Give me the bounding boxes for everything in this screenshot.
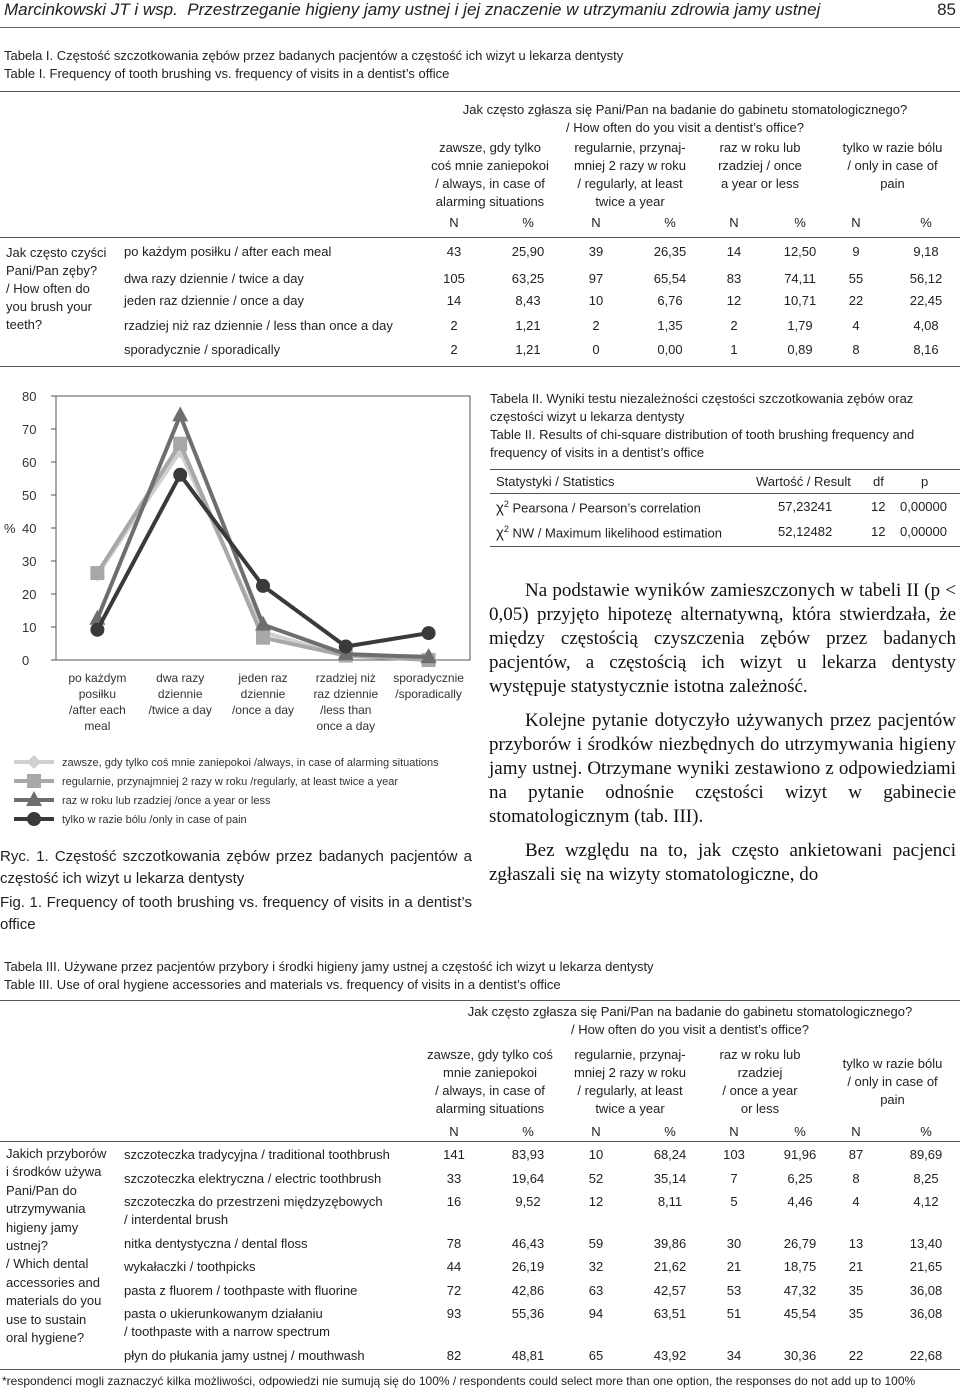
table3-cell: 35 (848, 1306, 864, 1321)
table3-cell: 22 (848, 1348, 864, 1363)
question-line: you brush your (6, 299, 92, 314)
table3-cell: 42,86 (511, 1283, 545, 1298)
x-category-label: raz dziennie (313, 687, 379, 701)
question-line: oral hygiene? (6, 1330, 85, 1346)
table3-cell: 51 (726, 1306, 742, 1321)
pct-header: % (920, 215, 932, 230)
y-tick-label: 20 (22, 587, 37, 602)
group-line: mniej 2 razy w roku (574, 1065, 686, 1080)
group-line: twice a year (595, 1101, 665, 1116)
x-category-label: dziennie (240, 687, 286, 701)
y-tick-label: 40 (22, 521, 37, 536)
table1-cell: 4,08 (913, 318, 939, 333)
group-line: / once a year (722, 1083, 798, 1098)
table3-cell: 21,65 (909, 1259, 943, 1274)
table1-caption-pl: Tabela I. Częstość szczotkowania zębów przez badanych pacjentów a częstość ich wizyt u lekarza dentysty (4, 48, 624, 63)
table3-cell: 21,62 (653, 1259, 687, 1274)
table1-group-1 (420, 139, 560, 211)
group-line: zawsze, gdy tylko coś (427, 1047, 553, 1062)
table3-cell: 8 (852, 1171, 860, 1186)
table1-cell: 12,50 (783, 244, 817, 259)
table2-caption-en: Table II. Results of chi-square distribution of tooth brushing frequency and frequency of visits in a dentist’s office (490, 427, 915, 460)
table1-cell: 9,18 (913, 244, 939, 259)
table1-cell: 105 (443, 271, 465, 286)
question-line: teeth? (6, 317, 43, 332)
data-point (172, 406, 188, 421)
x-category-label: once a day (316, 719, 376, 733)
table1-cell: 6,76 (657, 293, 683, 308)
question-line: materials do you (6, 1293, 102, 1309)
table1-group-4 (825, 139, 960, 193)
table3-cell: 35 (848, 1283, 864, 1298)
stat-name: Pearsona / Pearson’s correlation (508, 500, 701, 516)
y-tick-label: 10 (22, 620, 37, 635)
table3-cell: 22,68 (909, 1348, 943, 1363)
data-point (422, 626, 436, 640)
table3-cell: 46,43 (511, 1236, 545, 1251)
table3-cell: 45,54 (783, 1306, 817, 1321)
table2-caption (490, 390, 955, 462)
table3-top-rule (0, 1000, 960, 1001)
table3-cell: 5 (730, 1194, 738, 1209)
table3-cell: 4,12 (913, 1194, 939, 1209)
table3-cell: 141 (443, 1147, 465, 1162)
n-header: N (591, 215, 601, 230)
table1-cell: 22 (848, 293, 864, 308)
table2-value: 57,23241 (778, 499, 833, 514)
table1-row-label: sporadycznie / sporadically (124, 342, 281, 357)
x-category-label: /less than (320, 703, 372, 717)
y-tick-label: 0 (22, 653, 30, 668)
header-title: Przestrzeganie higieny jamy ustnej i jej znaczenie w utrzymaniu zdrowia jamy ustnej (187, 0, 821, 19)
data-point (90, 566, 104, 580)
table3-bottom-rule (0, 1369, 960, 1370)
question-line: Jakich przyborów (6, 1146, 107, 1161)
group-line: zawsze, gdy tylko (439, 140, 541, 155)
pct-header: % (664, 215, 676, 230)
table1-cell: 56,12 (909, 271, 943, 286)
table1-cell: 10,71 (783, 293, 817, 308)
table3-cell: 78 (446, 1236, 462, 1251)
table3-cell: 91,96 (783, 1147, 817, 1162)
table1-cell: 43 (446, 244, 462, 259)
table1-cell: 1,35 (657, 318, 683, 333)
y-tick-label: 70 (22, 422, 37, 437)
running-header (4, 0, 956, 26)
pct-header: % (522, 1124, 534, 1139)
table3-footnote: *respondenci mogli zaznaczyć kilka możliwości, odpowiedzi nie sumują się do 100% / respondents could select more than one option, the responses do not add up to 100% (2, 1374, 916, 1388)
table3-group-4 (825, 1055, 960, 1109)
table3-row-label: płyn do płukania jamy ustnej / mouthwash (124, 1348, 365, 1363)
table1-row-label: po każdym posiłku / after each meal (124, 244, 332, 259)
table3-cell: 30,36 (783, 1348, 817, 1363)
table3-question-pl: Jak często zgłasza się Pani/Pan na badanie do gabinetu stomatologicznego? (467, 1004, 913, 1019)
question-line: utrzymywania (6, 1201, 86, 1217)
n-header: N (449, 1124, 459, 1139)
table3-caption-en: Table III. Use of oral hygiene accessories and materials vs. frequency of visits in a dentist’s office (4, 977, 561, 992)
question-line: higieny jamy (6, 1219, 79, 1235)
table1-cell: 74,11 (784, 271, 816, 286)
legend-label: raz w roku lub rzadziej /once a year or less (62, 795, 271, 807)
group-line: / always, in case of (435, 1083, 545, 1098)
table3-cell: 63 (588, 1283, 604, 1298)
table1-bottom-rule (0, 366, 960, 367)
table1-cell: 14 (446, 293, 462, 308)
table3-row-label: szczoteczka do przestrzeni międzyzębowych (124, 1194, 383, 1209)
group-line: / regularly, at least (577, 1083, 683, 1098)
group-line: / regularly, at least (577, 176, 683, 191)
chi-symbol: χ (496, 499, 504, 517)
table3-cell: 87 (848, 1147, 864, 1162)
table3-cell: 12 (588, 1194, 604, 1209)
group-line: mniej 2 razy w roku (574, 158, 686, 173)
table1-group-2 (560, 139, 700, 211)
n-header: N (449, 215, 459, 230)
question-line: Jak często czyści (6, 245, 107, 260)
table1-cell: 2 (592, 318, 600, 333)
table1-cell: 1,21 (515, 318, 541, 333)
table2-top-rule (490, 469, 960, 470)
table3-cell: 83,93 (511, 1147, 545, 1162)
table3-cell: 36,08 (909, 1283, 943, 1298)
table3-cell: 6,25 (787, 1171, 813, 1186)
table3-cell: 34 (726, 1348, 742, 1363)
table1-cell: 0,00 (657, 342, 683, 357)
table1-cell: 97 (588, 271, 604, 286)
table3-cell: 19,64 (511, 1171, 545, 1186)
table3-cell: 36,08 (909, 1306, 943, 1321)
table1-header-rule (0, 237, 960, 238)
table1-cell: 63,25 (511, 271, 545, 286)
group-line: pain (880, 176, 905, 191)
table1-cell: 2 (450, 318, 458, 333)
table3-cell: 39,86 (653, 1236, 687, 1251)
x-category-label: /sporadically (395, 687, 462, 701)
table3-cell: 103 (723, 1147, 745, 1162)
question-line: i środków używa (6, 1164, 102, 1180)
data-point (173, 437, 187, 451)
page-number: 85 (937, 0, 956, 19)
legend-label: tylko w razie bólu /only in case of pain (62, 814, 247, 826)
data-point (90, 623, 104, 637)
body-paragraph-2: Kolejne pytanie dotyczyło używanych przez pacjentów przyborów i środków niezbędnych do utrzymywania higieny jamy ustnej. Otrzymane wyniki zestawiono z odpowiedziami na pytanie odnośnie częstości wizyt w gabinecie stomatologicznym (tab. III). (489, 710, 956, 827)
table1-group-3 (695, 139, 825, 193)
group-line: alarming situations (435, 1101, 545, 1116)
table3-cell: 26,19 (511, 1259, 545, 1274)
data-point (256, 631, 270, 645)
table3-cell: 21 (848, 1259, 864, 1274)
table1-row-label: dwa razy dziennie / twice a day (124, 271, 304, 286)
table3-cell: 52 (588, 1171, 604, 1186)
table3-cell: 8,25 (913, 1171, 939, 1186)
group-line: alarming situations (435, 194, 545, 209)
y-tick-label: 60 (22, 455, 37, 470)
table1-cell: 65,54 (653, 271, 687, 286)
n-header: N (851, 1124, 861, 1139)
table1-cell: 22,45 (909, 293, 943, 308)
table3-cell: 43,92 (653, 1348, 687, 1363)
y-axis-label: % (4, 521, 16, 536)
pct-header: % (522, 215, 534, 230)
table3-cell: 94 (588, 1306, 604, 1321)
table1-cell: 9 (852, 244, 860, 259)
table3-cell: 16 (446, 1194, 462, 1209)
group-line: mnie zaniepokoi (443, 1065, 537, 1080)
table3-cell: 55,36 (511, 1306, 545, 1321)
pct-header: % (664, 1124, 676, 1139)
fig1-caption (0, 846, 472, 936)
table1-cell: 14 (726, 244, 742, 259)
table1-cell: 8 (852, 342, 860, 357)
table2-header-result: Wartość / Result (756, 474, 851, 489)
table1-cell: 8,16 (913, 342, 939, 357)
question-line: ustnej? (6, 1238, 48, 1254)
x-category-label: jeden raz (238, 671, 288, 685)
table3-cell: 7 (730, 1171, 738, 1186)
table3-cell: 21 (726, 1259, 742, 1274)
table3-cell: 26,79 (783, 1236, 817, 1251)
table1-cell: 1 (730, 342, 738, 357)
table2-row-label (496, 499, 766, 516)
table3-cell: 33 (446, 1171, 462, 1186)
table1-cell: 83 (726, 271, 742, 286)
legend-label: zawsze, gdy tylko coś mnie zaniepokoi /always, in case of alarming situations (62, 757, 439, 769)
table1-cell: 26,35 (653, 244, 687, 259)
x-category-label: /after each (69, 703, 126, 717)
table2-bottom-rule (490, 546, 960, 547)
table1-cell: 4 (852, 318, 860, 333)
fig1-caption-en: Fig. 1. Frequency of tooth brushing vs. frequency of visits in a dentist’s office (0, 894, 472, 933)
table1-caption (4, 47, 954, 83)
n-header: N (851, 215, 861, 230)
table1-question-pl: Jak często zgłasza się Pani/Pan na badanie do gabinetu stomatologicznego? (462, 102, 908, 117)
x-category-label: rzadziej niż (315, 671, 376, 685)
table3-group-1 (420, 1046, 560, 1118)
table1-cell: 8,43 (515, 293, 541, 308)
table3-cell: 47,32 (783, 1283, 817, 1298)
data-point (173, 468, 187, 482)
table3-cell: 68,24 (653, 1147, 687, 1162)
table3-row-label: / toothpaste with a narrow spectrum (124, 1324, 330, 1339)
group-line: regularnie, przynaj- (574, 140, 686, 155)
question-line: use to sustain (6, 1311, 87, 1327)
x-category-label: /once a day (231, 703, 295, 717)
table1-cell: 39 (588, 244, 604, 259)
x-category-label: dziennie (157, 687, 203, 701)
data-point (339, 640, 353, 654)
table2-header-rule (490, 493, 960, 494)
n-header: N (729, 215, 739, 230)
table1-cell: 10 (588, 293, 604, 308)
table3-row-label: szczoteczka tradycyjna / traditional toothbrush (124, 1147, 390, 1162)
table3-cell: 13,40 (909, 1236, 943, 1251)
table1-caption-en: Table I. Frequency of tooth brushing vs. frequency of visits in a dentist’s office (4, 66, 450, 81)
table1-question-top (430, 101, 940, 137)
legend-marker (27, 812, 41, 826)
table3-cell: 10 (588, 1147, 604, 1162)
fig1-line-chart (0, 380, 478, 840)
table2-header-stat: Statystyki / Statistics (496, 474, 615, 489)
question-line: Pani/Pan zęby? (6, 263, 98, 278)
n-header: N (729, 1124, 739, 1139)
table1-top-rule (0, 91, 960, 92)
fig1-caption-pl: Ryc. 1. Częstość szczotkowania zębów przez badanych pacjentów a częstość ich wizyt u lekarza dentysty (0, 848, 472, 887)
x-category-label: meal (84, 719, 111, 733)
question-line: / Which dental (6, 1256, 89, 1272)
group-line: / only in case of (847, 1074, 938, 1089)
question-line: accessories and (6, 1274, 100, 1290)
group-line: pain (880, 1092, 905, 1107)
group-line: or less (740, 1101, 780, 1116)
table3-cell: 4 (852, 1194, 860, 1209)
header-rule (0, 27, 960, 28)
table3-question-en: / How often do you visit a dentist’s office? (571, 1022, 809, 1037)
table3-caption-pl: Tabela III. Używane przez pacjentów przybory i środki higieny jamy ustnej a częstość ich wizyt u lekarza dentysty (4, 959, 654, 974)
table3-row-label: pasta o ukierunkowanym działaniu (124, 1306, 323, 1321)
table1-row-question (6, 244, 121, 334)
table3-cell: 4,46 (787, 1194, 813, 1209)
y-tick-label: 50 (22, 488, 37, 503)
group-line: tylko w razie bólu (842, 140, 943, 155)
y-tick-label: 80 (22, 389, 37, 404)
table3-cell: 13 (848, 1236, 864, 1251)
group-line: raz w roku lub (719, 140, 801, 155)
table2-header-p: p (921, 474, 929, 489)
table1-cell: 0,89 (787, 342, 813, 357)
table1-cell: 25,90 (511, 244, 545, 259)
table1-cell: 1,79 (787, 318, 813, 333)
table3-row-label: szczoteczka elektryczna / electric toothbrush (124, 1171, 382, 1186)
group-line: coś mnie zaniepokoi (431, 158, 549, 173)
table2-header-df: df (873, 474, 884, 489)
body-paragraph-3: Bez względu na to, jak często ankietowani pacjenci zgłaszali się na wizyty stomatologiczne, do (489, 840, 956, 885)
table1-cell: 12 (726, 293, 742, 308)
table3-cell: 42,57 (653, 1283, 687, 1298)
data-point (256, 579, 270, 593)
group-line: regularnie, przynaj- (574, 1047, 686, 1062)
group-line: twice a year (595, 194, 665, 209)
group-line: / only in case of (847, 158, 938, 173)
table2-df: 12 (871, 499, 886, 514)
table3-cell: 48,81 (511, 1348, 545, 1363)
table3-row-label: / interdental brush (124, 1212, 229, 1227)
table3-cell: 89,69 (909, 1147, 943, 1162)
legend-marker (27, 774, 41, 788)
table3-caption (4, 958, 954, 994)
table3-cell: 63,51 (653, 1306, 687, 1321)
body-text (489, 579, 956, 887)
table2-row-label (496, 524, 766, 541)
body-paragraph-1: Na podstawie wyników zamieszczonych w tabeli II (p < 0,05) przyjęto hipotezę alternatywną, która stwierdzała, że między częstością czyszczenia zębów przez badanych pacjentów, a częstością ich wizyt u lekarza dentysty występuje statystycznie istotna zależność. (489, 580, 956, 697)
table3-cell: 93 (446, 1306, 462, 1321)
table1-question-en: / How often do you visit a dentist’s office? (566, 120, 804, 135)
table3-group-3 (695, 1046, 825, 1118)
table1-cell: 0 (592, 342, 600, 357)
pct-header: % (794, 215, 806, 230)
table2-p: 0,00000 (900, 524, 947, 539)
table2-value: 52,12482 (778, 524, 833, 539)
table3-cell: 53 (726, 1283, 742, 1298)
table3-group-2 (560, 1046, 700, 1118)
table3-row-label: nitka dentystyczna / dental floss (124, 1236, 308, 1251)
table1-cell: 2 (450, 342, 458, 357)
table3-cell: 35,14 (653, 1171, 687, 1186)
y-tick-label: 30 (22, 554, 37, 569)
group-line: tylko w razie bólu (842, 1056, 943, 1071)
stat-name: NW / Maximum likelihood estimation (508, 525, 723, 541)
question-line: / How often do (6, 281, 90, 296)
table3-row-question (6, 1145, 121, 1347)
table2-caption-pl: Tabela II. Wyniki testu niezależności częstości szczotkowania zębów oraz częstości wizyt u lekarza dentysty (490, 391, 914, 424)
chi-superscript: 2 (503, 499, 509, 509)
n-header: N (591, 1124, 601, 1139)
group-line: rzadziej / once (718, 158, 802, 173)
table1-cell: 1,21 (515, 342, 541, 357)
table3-header-rule (0, 1141, 960, 1142)
x-category-label: posiłku (78, 687, 117, 701)
table3-cell: 44 (446, 1259, 462, 1274)
table3-cell: 9,52 (515, 1194, 541, 1209)
x-category-label: po każdym (68, 671, 127, 685)
table3-row-label: pasta z fluorem / toothpaste with fluorine (124, 1283, 358, 1298)
table3-cell: 30 (726, 1236, 742, 1251)
group-line: a year or less (720, 176, 800, 191)
table1-row-label: jeden raz dziennie / once a day (124, 293, 304, 308)
table3-cell: 59 (588, 1236, 604, 1251)
x-category-label: sporadycznie (393, 671, 464, 685)
group-line: rzadziej (737, 1065, 783, 1080)
table3-cell: 8,11 (657, 1194, 683, 1209)
pct-header: % (920, 1124, 932, 1139)
header-authors: Marcinkowski JT i wsp. (4, 0, 178, 19)
table3-cell: 18,75 (783, 1259, 817, 1274)
table3-cell: 65 (588, 1348, 604, 1363)
table3-row-label: wykałaczki / toothpicks (124, 1259, 256, 1274)
chi-superscript: 2 (503, 524, 509, 534)
legend-label: regularnie, przynajmniej 2 razy w roku /regularly, at least twice a year (62, 776, 399, 788)
table3-cell: 82 (446, 1348, 462, 1363)
question-line: Pani/Pan do (6, 1182, 77, 1198)
pct-header: % (794, 1124, 806, 1139)
table1-cell: 2 (730, 318, 738, 333)
table3-cell: 72 (446, 1283, 462, 1298)
table1-row-label: rzadziej niż raz dziennie / less than once a day (124, 318, 393, 333)
table2-p: 0,00000 (900, 499, 947, 514)
table3-question-top (430, 1003, 950, 1039)
table2-df: 12 (871, 524, 886, 539)
group-line: raz w roku lub (719, 1047, 801, 1062)
x-category-label: dwa razy (156, 671, 205, 685)
table3-cell: 32 (588, 1259, 604, 1274)
chi-symbol: χ (496, 524, 504, 542)
group-line: / always, in case of (435, 176, 545, 191)
legend-marker (27, 755, 41, 769)
table1-cell: 55 (848, 271, 864, 286)
x-category-label: /twice a day (148, 703, 212, 717)
